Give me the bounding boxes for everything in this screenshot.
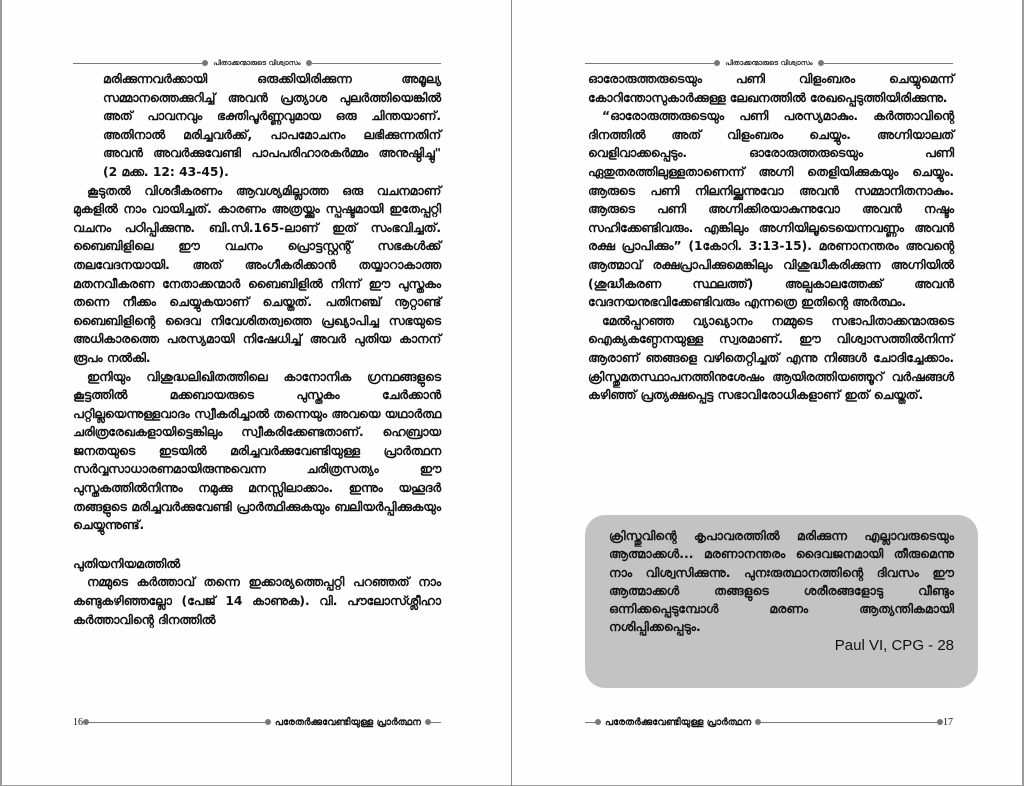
running-footer: [585, 715, 953, 729]
running-header-title: പിതാക്കന്മാരുടെ വിശ്വാസം: [213, 58, 301, 67]
quote-box: [585, 515, 978, 688]
section-heading: പുതിയനിയമത്തിൽ: [73, 556, 180, 571]
running-header: [73, 56, 441, 70]
paragraph: “ഓരോരുത്തരുടെയും പണി പരസ്യമാകും. കർത്താവിന്റെ ദിനത്തിൽ അത് വിളംബരം ചെയ്യും. അഗ്നിയാലത് വെളിവാക്കപ്പെടും. ഓരോരുത്തരുടെയും പണി ഏതുതരത്തിലുള്ളതാണെന്ന് അഗ്നി തെളിയിക്കുകയും ചെയ്യും. ആരുടെ പണി നിലനില്ക്കുന്നുവോ അവൻ സമ്മാനിതനാകും. ആരുടെ പണി അഗ്നിക്കിരയാകുന്നുവോ അവൻ നഷ്ടം സഹിക്കേണ്ടിവരും. എങ്കിലും അഗ്നിയിലൂടെയെന്നവണ്ണം അവൻ രക്ഷ പ്രാപിക്കും” (1കോറി. 3:13-15). മരണാനന്തരം അവന്റെ ആത്മാവ് രക്ഷപ്രാപിക്കുമെങ്കിലും വിശുദ്ധീകരിക്കുന്ന അഗ്നിയിൽ (ശുദ്ധീകരണ സ്ഥലത്ത്) അല്പകാലത്തേക്ക് അവൻ വേദനയനുഭവിക്കേണ്ടിവരും എന്നത്രെ ഇതിന്റെ അർത്ഥം.: [588, 109, 954, 310]
left-page: [0, 0, 511, 786]
right-page-body: [588, 70, 954, 405]
footer-rule: [89, 722, 265, 723]
quote-citation: Paul VI, CPG - 28: [834, 636, 954, 654]
page-number: 16: [73, 716, 83, 728]
footer-rule: [431, 722, 441, 723]
page-number: 17: [943, 716, 953, 728]
running-footer-title: പരേതർക്കുവേണ്ടിയുള്ള പ്രാർത്ഥന: [274, 716, 421, 728]
header-rule: [585, 63, 714, 64]
paragraph: ഓരോരുത്തരുടെയും പണി വിളംബരം ചെയ്യുമെന്ന് കോറിന്തോസുകാർക്കുള്ള ലേഖനത്തിൽ രേഖപ്പെടുത്തിയിരിക്കുന്നു.: [588, 72, 954, 105]
quote-text: ക്രിസ്തുവിന്റെ കൃപാവരത്തിൽ മരിക്കുന്ന എല്ലാവരുടെയും ആത്മാക്കൾ... മരണാനന്തരം ദൈവജനമായി തീരുമെന്നു നാം വിശ്വസിക്കുന്നു. പുനഃരുത്ഥാനത്തിന്റെ ദിവസം ഈ ആത്മാക്കൾ തങ്ങളുടെ ശരീരങ്ങളോടു വീണ്ടും ഒന്നിക്കപ്പെടുമ്പോൾ മരണം ആത്യന്തികമായി നശിപ്പിക്കപ്പെടും.: [609, 528, 954, 635]
running-footer: [73, 715, 441, 729]
running-header-title: പിതാക്കന്മാരുടെ വിശ്വാസം: [725, 58, 813, 67]
running-header: [585, 56, 953, 70]
right-page: [512, 0, 1023, 786]
footer-rule: [761, 722, 937, 723]
header-rule: [73, 63, 202, 64]
paragraph: കൂടുതൽ വിശദീകരണം ആവശ്യമില്ലാത്ത ഒരു വചനമാണ് മുകളിൽ നാം വായിച്ചത്. കാരണം അത്രയ്ക്കും സ്പഷ്ടമായി ഇതേപ്പറ്റി വചനം പഠിപ്പിക്കുന്നു. ബി.സി.165-ലാണ് ഇത് സംഭവിച്ചത്. ബൈബിളിലെ ഈ വചനം പ്രൊട്ടസ്റ്റന്റ് സഭകൾക്ക് തലവേദനയായി. അത് അംഗീകരിക്കാൻ തയ്യാറാകാത്ത മതനവീകരണ നേതാക്കന്മാർ ബൈബിളിൽ നിന്ന് ഈ പുസ്തകം തന്നെ നീക്കം ചെയ്യുകയാണ് ചെയ്തത്. പതിനഞ്ച് നൂറ്റാണ്ട് ബൈബിളിന്റെ ദൈവ നിവേശിതത്വത്തെ പ്രഖ്യാപിച്ച സഭയുടെ അധികാരത്തെ പരസ്യമായി നിഷേധിച്ച് അവർ പുതിയ കാനന് രൂപം നൽകി.: [73, 183, 441, 365]
header-rule: [312, 63, 441, 64]
paragraph: മേൽപ്പറഞ്ഞ വ്യാഖ്യാനം നമ്മുടെ സഭാപിതാക്കന്മാരുടെ ഐക്യകണ്ഠേനയുള്ള സ്വരമാണ്. ഈ വിശ്വാസത്തിൽനിന്ന് ആരാണ് ഞങ്ങളെ വഴിതെറ്റിച്ചത് എന്നു നിങ്ങൾ ചോദിച്ചേക്കാം. ക്രിസ്തുമതസ്ഥാപനത്തിനുശേഷം ആയിരത്തിയഞ്ഞൂറ് വർഷങ്ങൾ കഴിഞ്ഞ് പ്രത്യക്ഷപ്പെട്ട സഭാവിരോധികളാണ് ഇത് ചെയ്തത്.: [588, 313, 954, 403]
paragraph: ഇനിയും വിശുദ്ധലിഖിതത്തിലെ കാനോനിക ഗ്രന്ഥങ്ങളുടെ കൂട്ടത്തിൽ മക്കബായരുടെ പുസ്തകം ചേർക്കാൻ പറ്റില്ലയെന്നുള്ളവാദം സ്വീകരിച്ചാൽ തന്നെയും അവയെ യഥാർത്ഥ ചരിത്രരേഖകളായിട്ടെങ്കിലും സ്വീകരിക്കേണ്ടതാണ്. ഹെബ്രായ ജനതയുടെ ഇടയിൽ മരിച്ചവർക്കുവേണ്ടിയുള്ള പ്രാർത്ഥന സർവ്വസാധാരണമായിരുന്നുവെന്ന ചരിത്രസത്യം ഈ പുസ്തകത്തിൽനിന്നും നമുക്കു മനസ്സിലാക്കാം. ഇന്നും യഹൂദർ തങ്ങളുടെ മരിച്ചവർക്കുവേണ്ടി പ്രാർത്ഥിക്കുകയും ബലിയർപ്പിക്കുകയും ചെയ്യുന്നുണ്ട്.: [73, 369, 441, 533]
header-rule: [824, 63, 953, 64]
paragraph: നമ്മുടെ കർത്താവ് തന്നെ ഇക്കാര്യത്തെപ്പറ്റി പറഞ്ഞത് നാം കണ്ടുകഴിഞ്ഞല്ലോ (പേജ് 14 കാണുക). വി. പൗലോസ്ശ്ലീഹാ കർത്താവിന്റെ ദിനത്തിൽ: [73, 575, 441, 627]
paragraph: മരിക്കുന്നവർക്കായി ഒരുക്കിയിരിക്കുന്ന അമൂല്യ സമ്മാനത്തെക്കുറിച്ച് അവൻ പ്രത്യാശ പുലർത്തിയെങ്കിൽ അത് പാവനവും ഭക്തിപൂർണ്ണവുമായ ഒരു ചിന്തയാണ്. അതിനാൽ മരിച്ചവർക്ക്, പാപമോചനം ലഭിക്കുന്നതിന് അവൻ അവർക്കുവേണ്ടി പാപപരിഹാരകർമ്മം അനുഷ്ഠിച്ചു" (2 മക്ക. 12: 43-45).: [103, 72, 441, 179]
footer-rule: [585, 722, 595, 723]
running-footer-title: പരേതർക്കുവേണ്ടിയുള്ള പ്രാർത്ഥന: [605, 716, 752, 728]
left-page-body: [73, 70, 441, 629]
